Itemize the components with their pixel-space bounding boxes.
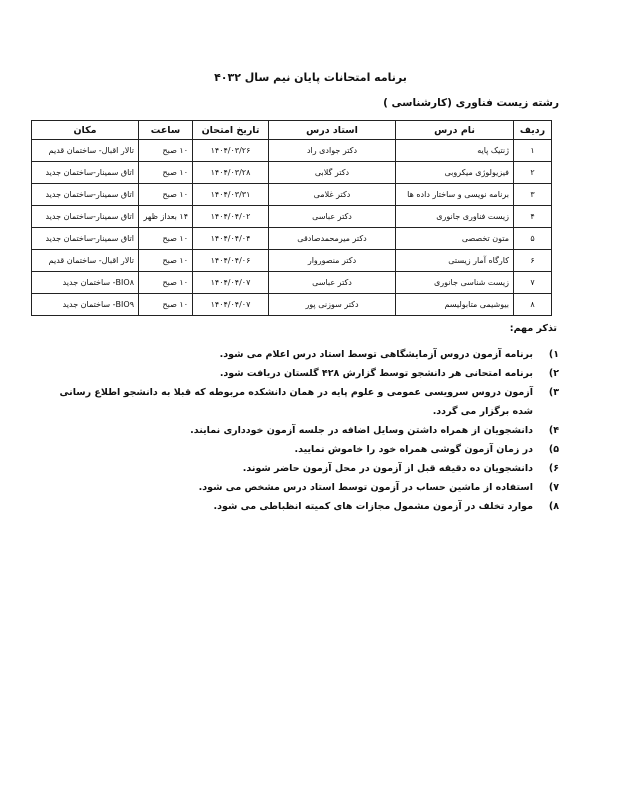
note-text: استفاده از ماشین حساب در آزمون توسط استاد درس مشخص می شود. xyxy=(198,482,533,493)
course-name: بیوشیمی متابولیسم xyxy=(396,294,514,316)
note-number: ۸) xyxy=(548,501,559,512)
professor-name: دکتر جوادی راد xyxy=(269,140,396,162)
exam-place: اتاق سمینار-ساختمان جدید xyxy=(32,228,139,250)
list-item xyxy=(59,440,559,459)
header-professor: استاد درس xyxy=(269,121,396,140)
table-row xyxy=(32,140,552,162)
table-row xyxy=(32,250,552,272)
professor-name: دکتر گلابی xyxy=(269,162,396,184)
exam-date: ۱۴۰۴/۰۴/۰۴ xyxy=(193,228,269,250)
header-row-number: ردیف xyxy=(514,121,552,140)
exam-time: ۱۰ صبح xyxy=(139,272,193,294)
table-row xyxy=(32,206,552,228)
professor-name: دکتر میرمحمدصادقی xyxy=(269,228,396,250)
note-number: ۷) xyxy=(548,482,559,493)
course-name: ژنتیک پایه xyxy=(396,140,514,162)
exam-date: ۱۴۰۴/۰۴/۰۷ xyxy=(193,294,269,316)
note-number: ۲) xyxy=(548,368,559,379)
row-number: ۸ xyxy=(514,294,552,316)
table-row xyxy=(32,272,552,294)
exam-date: ۱۴۰۴/۰۴/۰۶ xyxy=(193,250,269,272)
exam-place: BIO۸- ساختمان جدید xyxy=(32,272,139,294)
row-number: ۲ xyxy=(514,162,552,184)
table-row xyxy=(32,294,552,316)
exam-schedule-table xyxy=(31,120,552,316)
note-number: ۶) xyxy=(548,463,559,474)
row-number: ۵ xyxy=(514,228,552,250)
exam-place: اتاق سمینار-ساختمان جدید xyxy=(32,184,139,206)
note-text: در زمان آزمون گوشی همراه خود را خاموش نمایید. xyxy=(294,444,533,455)
header-date: تاریخ امتحان xyxy=(193,121,269,140)
header-course: نام درس xyxy=(396,121,514,140)
exam-time: ۱۰ صبح xyxy=(139,184,193,206)
professor-name: دکتر منصوروار xyxy=(269,250,396,272)
document-title: برنامه امتحانات پایان نیم سال ۴۰۳۲ xyxy=(214,71,407,84)
exam-time: ۱۴ بعداز ظهر xyxy=(139,206,193,228)
list-item xyxy=(59,421,559,440)
note-text: دانشجویان از همراه داشتن وسایل اضافه در جلسه آزمون خودداری نمایند. xyxy=(190,425,533,436)
table-row xyxy=(32,162,552,184)
document-subtitle: رشته زیست فناوری (کارشناسی ) xyxy=(383,97,559,109)
exam-place: تالار اقبال- ساختمان قدیم xyxy=(32,140,139,162)
table-header-row xyxy=(32,121,552,140)
exam-place: تالار اقبال- ساختمان قدیم xyxy=(32,250,139,272)
exam-time: ۱۰ صبح xyxy=(139,162,193,184)
header-time: ساعت xyxy=(139,121,193,140)
professor-name: دکتر عباسی xyxy=(269,272,396,294)
exam-date: ۱۴۰۴/۰۴/۰۲ xyxy=(193,206,269,228)
note-text: موارد تخلف در آزمون مشمول مجازات های کمیته انظباطی می شود. xyxy=(213,501,533,512)
exam-date: ۱۴۰۴/۰۳/۲۸ xyxy=(193,162,269,184)
course-name: زیست شناسی جانوری xyxy=(396,272,514,294)
row-number: ۶ xyxy=(514,250,552,272)
exam-place: اتاق سمینار-ساختمان جدید xyxy=(32,162,139,184)
note-text: دانشجویان ده دقیقه قبل از آزمون در محل آزمون حاضر شوند. xyxy=(242,463,533,474)
header-place: مکان xyxy=(32,121,139,140)
note-number: ۱) xyxy=(548,349,559,360)
exam-time: ۱۰ صبح xyxy=(139,140,193,162)
course-name: زیست فناوری جانوری xyxy=(396,206,514,228)
professor-name: دکتر سوزنی پور xyxy=(269,294,396,316)
course-name: متون تخصصی xyxy=(396,228,514,250)
notes-title: تذکر مهم: xyxy=(509,323,557,334)
row-number: ۷ xyxy=(514,272,552,294)
note-number: ۵) xyxy=(548,444,559,455)
course-name: کارگاه آمار زیستی xyxy=(396,250,514,272)
exam-time: ۱۰ صبح xyxy=(139,250,193,272)
note-text: آزمون دروس سرویسی عمومی و علوم پایه در همان دانشکده مربوطه که قبلا به دانشجو اطلاع رسانی شده برگزار می گردد. xyxy=(59,387,533,417)
row-number: ۱ xyxy=(514,140,552,162)
professor-name: دکتر غلامی xyxy=(269,184,396,206)
row-number: ۳ xyxy=(514,184,552,206)
list-item xyxy=(59,478,559,497)
table-row xyxy=(32,184,552,206)
exam-place: BIO۹- ساختمان جدید xyxy=(32,294,139,316)
exam-date: ۱۴۰۴/۰۴/۰۷ xyxy=(193,272,269,294)
row-number: ۴ xyxy=(514,206,552,228)
note-text: برنامه امتحانی هر دانشجو توسط گزارش ۴۲۸ گلستان دریافت شود. xyxy=(219,368,533,379)
list-item xyxy=(59,345,559,364)
exam-place: اتاق سمینار-ساختمان جدید xyxy=(32,206,139,228)
notes-list xyxy=(59,345,559,516)
professor-name: دکتر عباسی xyxy=(269,206,396,228)
note-number: ۴) xyxy=(548,425,559,436)
exam-time: ۱۰ صبح xyxy=(139,294,193,316)
exam-time: ۱۰ صبح xyxy=(139,228,193,250)
table-row xyxy=(32,228,552,250)
note-text: برنامه آزمون دروس آزمایشگاهی توسط استاد درس اعلام می شود. xyxy=(219,349,533,360)
exam-date: ۱۴۰۴/۰۳/۳۱ xyxy=(193,184,269,206)
list-item xyxy=(59,383,559,421)
list-item xyxy=(59,364,559,383)
list-item xyxy=(59,459,559,478)
exam-date: ۱۴۰۴/۰۳/۲۶ xyxy=(193,140,269,162)
note-number: ۳) xyxy=(548,387,559,398)
course-name: برنامه نویسی و ساختار داده ها xyxy=(396,184,514,206)
list-item xyxy=(59,497,559,516)
course-name: فیزیولوژی میکروبی xyxy=(396,162,514,184)
